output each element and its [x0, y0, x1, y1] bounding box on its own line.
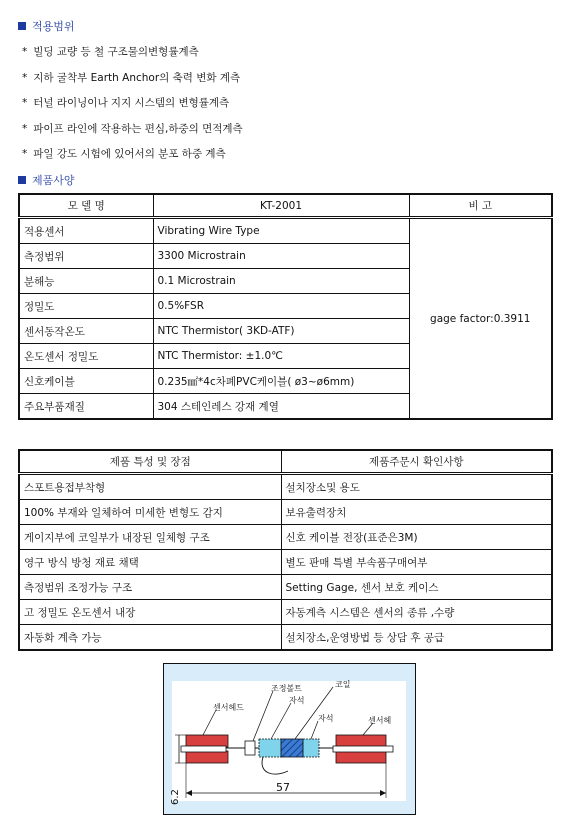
strain-gauge-diagram [163, 663, 416, 815]
asterisk-icon: * [22, 71, 28, 84]
list-item: * 빌딩 교량 등 철 구조물의변형률계측 [22, 46, 199, 58]
label-adjust-bolt: 조정볼트 [271, 684, 302, 693]
label-magnet-right: 자석 [318, 714, 334, 723]
feature-cell: 영구 방식 방청 재료 채택 [19, 550, 281, 575]
table-row [19, 600, 552, 625]
table-row [19, 474, 552, 500]
spec-label: 신호케이블 [19, 369, 153, 394]
order-check-cell: Setting Gage, 센서 보호 케이스 [281, 575, 552, 600]
list-item: * 지하 굴착부 Earth Anchor의 축력 변화 계측 [22, 71, 241, 84]
section-applications-heading [18, 18, 75, 34]
header-cell: KT-2001 [153, 194, 409, 218]
asterisk-icon: * [22, 122, 28, 135]
applications-list [22, 40, 243, 168]
feature-cell: 자동화 계측 가능 [19, 625, 281, 651]
header-cell: 모 델 명 [19, 194, 153, 218]
spec-value: NTC Thermistor: ±1.0℃ [153, 344, 409, 369]
feature-table [18, 449, 553, 651]
spec-table [18, 193, 553, 420]
feature-cell: 측정범위 조정가능 구조 [19, 575, 281, 600]
order-check-cell: 자동계측 시스템은 센서의 종류 ,수량 [281, 600, 552, 625]
spec-value: 0.235㎟*4c차폐PVC케이블( ø3~ø6mm) [153, 369, 409, 394]
spec-value: NTC Thermistor( 3KD-ATF) [153, 319, 409, 344]
spec-label: 측정범위 [19, 244, 153, 269]
label-sensor-head-left: 센서헤드 [213, 703, 244, 712]
dimension-length-label: 57 [276, 781, 290, 794]
table-header-row [19, 194, 552, 218]
table-header-row [19, 450, 552, 474]
feature-cell: 고 정밀도 온도센서 내장 [19, 600, 281, 625]
section-spec-heading [18, 172, 75, 188]
spec-value: 0.5%FSR [153, 294, 409, 319]
left-sensor-head [181, 735, 228, 763]
table-row [19, 525, 552, 550]
coil [281, 739, 303, 757]
spec-value: 304 스테인레스 강재 계열 [153, 394, 409, 420]
spec-label: 센서동작온도 [19, 319, 153, 344]
list-item: * 파일 강도 시험에 있어서의 분포 하중 계측 [22, 148, 226, 160]
square-bullet-icon [18, 176, 26, 184]
right-sensor-head [333, 735, 393, 763]
table-row [19, 625, 552, 651]
list-item: * 터널 라이닝이나 지지 시스템의 변형률계측 [22, 97, 230, 109]
order-check-cell: 신호 케이블 전장(표준은3M) [281, 525, 552, 550]
feature-cell: 스포트용접부착형 [19, 474, 281, 500]
spec-value: Vibrating Wire Type [153, 218, 409, 244]
order-check-cell: 설치장소및 용도 [281, 474, 552, 500]
header-cell: 제품 특성 및 장점 [19, 450, 281, 474]
asterisk-icon: * [22, 97, 28, 109]
asterisk-icon: * [22, 46, 28, 58]
label-sensor-head-right: 센서헤 [368, 716, 392, 725]
section-title: 적용범위 [32, 20, 75, 33]
spec-label: 정밀도 [19, 294, 153, 319]
label-coil: 코일 [335, 680, 351, 689]
dimension-height-label: 6.2 [170, 789, 181, 805]
order-check-cell: 별도 판매 특별 부속품구매여부 [281, 550, 552, 575]
section-title: 제품사양 [32, 174, 75, 187]
spec-value: 0.1 Microstrain [153, 269, 409, 294]
asterisk-icon: * [22, 148, 28, 160]
square-bullet-icon [18, 22, 26, 30]
header-cell: 비 고 [409, 194, 552, 218]
spec-label: 적용센서 [19, 218, 153, 244]
table-row [19, 575, 552, 600]
list-item: * 파이프 라인에 작용하는 편심,하중의 면적계측 [22, 122, 243, 135]
magnet-right [303, 739, 319, 757]
spec-label: 분해능 [19, 269, 153, 294]
adjust-bolt [245, 741, 255, 755]
spec-note: gage factor:0.3911 [409, 218, 552, 420]
feature-cell: 100% 부재와 일체하여 미세한 변형도 감지 [19, 500, 281, 525]
order-check-cell: 보유출력장치 [281, 500, 552, 525]
feature-cell: 게이지부에 코일부가 내장된 일체형 구조 [19, 525, 281, 550]
order-check-cell: 설치장소,운영방법 등 상담 후 공급 [281, 625, 552, 651]
table-row [19, 500, 552, 525]
magnet-left [259, 739, 281, 757]
table-row [19, 218, 552, 244]
spec-label: 주요부품재질 [19, 394, 153, 420]
table-row [19, 550, 552, 575]
spec-label: 온도센서 정밀도 [19, 344, 153, 369]
header-cell: 제품주문시 확인사항 [281, 450, 552, 474]
spec-value: 3300 Microstrain [153, 244, 409, 269]
label-magnet-top: 자석 [289, 696, 305, 705]
